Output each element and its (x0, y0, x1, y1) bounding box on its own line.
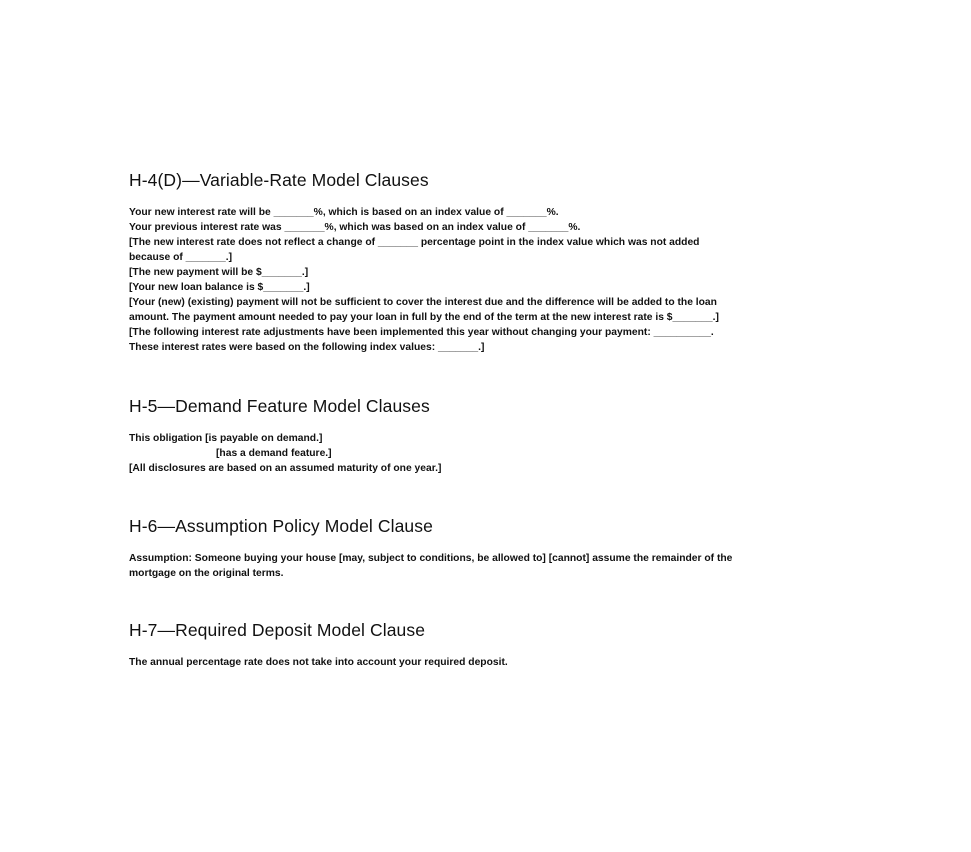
section-heading: H-4(D)—Variable-Rate Model Clauses (129, 170, 429, 190)
clause-line: [Your (new) (existing) payment will not be sufficient to cover the interest due and the difference will be added to the loan (129, 297, 717, 308)
clause-line: Assumption: Someone buying your house [may, subject to conditions, be allowed to] [cannot] assume the remainder of the (129, 553, 733, 564)
clause-line: The annual percentage rate does not take into account your required deposit. (129, 657, 508, 668)
section-heading: H-5—Demand Feature Model Clauses (129, 396, 430, 416)
section-variable-rate (129, 170, 819, 355)
clause-line: [All disclosures are based on an assumed maturity of one year.] (129, 463, 442, 474)
clause-line: because of _______.] (129, 252, 233, 263)
clause-line: [has a demand feature.] (216, 448, 332, 459)
section-assumption-policy (129, 516, 819, 581)
clause-line: amount. The payment amount needed to pay your loan in full by the end of the term at the new interest rate is $_______.] (129, 312, 719, 323)
section-required-deposit (129, 620, 819, 670)
clause-line: [Your new loan balance is $_______.] (129, 282, 310, 293)
clause-line: [The following interest rate adjustments have been implemented this year without changing your payment: __________. (129, 327, 714, 338)
clause-line: [The new payment will be $_______.] (129, 267, 309, 278)
clause-line: [The new interest rate does not reflect a change of _______ percentage point in the index value which was not added (129, 237, 700, 248)
clause-line: mortgage on the original terms. (129, 568, 284, 579)
section-heading: H-6—Assumption Policy Model Clause (129, 516, 433, 536)
section-demand-feature (129, 396, 819, 476)
clause-line: Your previous interest rate was _______%, which was based on an index value of _______%. (129, 222, 581, 233)
clause-line: These interest rates were based on the following index values: _______.] (129, 342, 485, 353)
clause-line: Your new interest rate will be _______%, which is based on an index value of _______%. (129, 207, 559, 218)
clause-line: This obligation [is payable on demand.] (129, 433, 323, 444)
section-heading: H-7—Required Deposit Model Clause (129, 620, 426, 640)
